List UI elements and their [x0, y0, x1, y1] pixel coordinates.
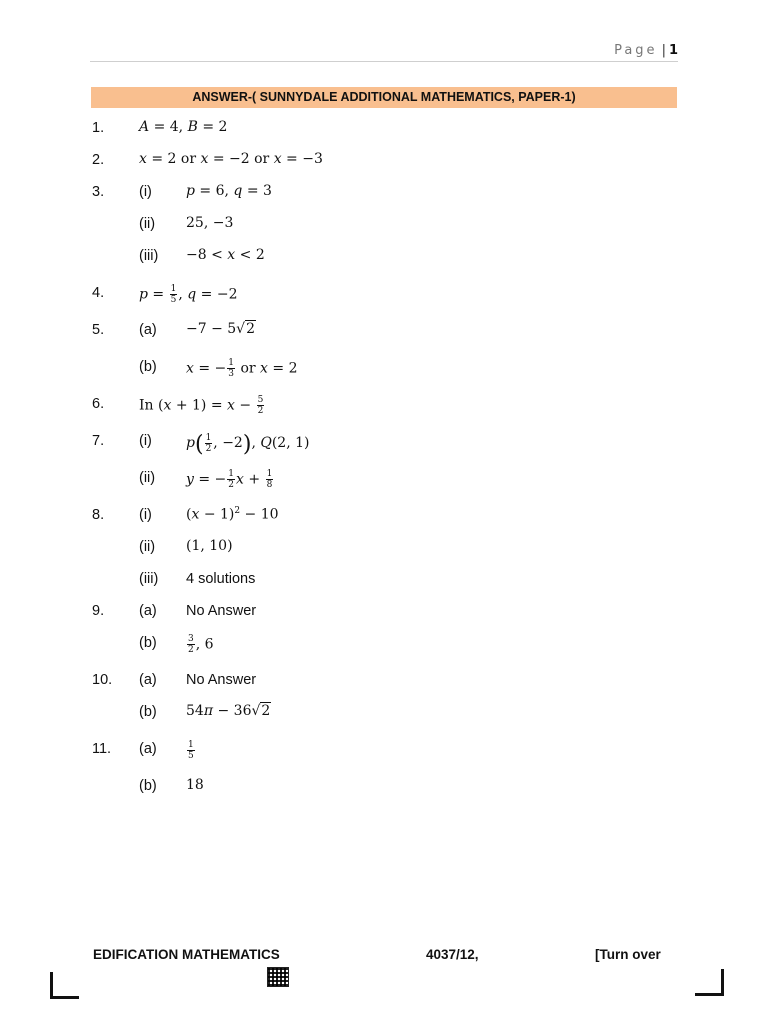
- answer-math: $\frac{3}{2}$ , 6: [188, 634, 214, 655]
- part-label: (ii): [139, 539, 156, 555]
- part-label: (iii): [139, 248, 159, 264]
- part-label: (i): [139, 184, 152, 200]
- page-number: 1: [668, 43, 678, 58]
- answer-row-8i: [0, 503, 768, 535]
- answer-row-11b: [0, 774, 768, 806]
- answer-text: 18: [186, 777, 204, 793]
- answer-math: (1, 10): [186, 538, 233, 554]
- answer-math: 54π − 36√2: [186, 703, 271, 719]
- answer-row-8ii: [0, 535, 768, 567]
- answer-math: p = $\frac{1}{5}$ , q = −2: [139, 284, 238, 305]
- answer-row-9b: [0, 631, 768, 668]
- question-number: 9.: [92, 603, 105, 619]
- part-label: (a): [139, 603, 157, 619]
- crop-mark-right-horizontal: [695, 993, 724, 996]
- crop-mark-left-vertical: [50, 972, 53, 999]
- qr-code-icon: [267, 967, 289, 987]
- question-number: 4.: [92, 285, 105, 301]
- part-label: (i): [139, 507, 152, 523]
- answer-math: y = − $\frac{1}{2}$ x + $\frac{1}{8}$: [186, 469, 273, 490]
- answer-math: x = − $\frac{1}{3}$ or x = 2: [186, 358, 298, 379]
- part-label: (a): [139, 741, 157, 757]
- question-number: 8.: [92, 507, 105, 523]
- part-label: (a): [139, 322, 157, 338]
- answer-row-3iii: [0, 244, 768, 281]
- answer-row-2: [0, 148, 768, 180]
- answer-row-3i: [0, 180, 768, 212]
- part-label: (ii): [139, 470, 156, 486]
- answer-title: ANSWER-( SUNNYDALE ADDITIONAL MATHEMATICS, PAPER-1): [91, 87, 677, 108]
- question-number: 6.: [92, 396, 105, 412]
- answer-list: [0, 116, 768, 806]
- part-label: (i): [139, 433, 152, 449]
- part-label: (b): [139, 359, 157, 375]
- answer-row-10a: [0, 668, 768, 700]
- answer-math: $(x - 1)^2 - 10$: [186, 506, 279, 523]
- question-number: 2.: [92, 152, 105, 168]
- answer-math: p( $\frac{1}{2}$ , −2), Q(2, 1): [186, 432, 310, 457]
- question-number: 10.: [92, 672, 113, 688]
- answer-row-3ii: [0, 212, 768, 244]
- answer-text: No Answer: [186, 672, 257, 688]
- answer-math: A = 4, B = 2: [139, 119, 228, 135]
- crop-mark-left-horizontal: [50, 996, 79, 999]
- part-label: (iii): [139, 571, 159, 587]
- answer-row-5b: [0, 355, 768, 392]
- answer-math: p = 6, q = 3: [186, 183, 272, 199]
- footer-right: [Turn over: [595, 947, 661, 962]
- page-word: Page: [614, 43, 658, 58]
- part-label: (ii): [139, 216, 156, 232]
- question-number: 7.: [92, 433, 105, 449]
- answer-row-9a: [0, 599, 768, 631]
- question-number: 11.: [92, 741, 112, 757]
- answer-math: $\frac{1}{5}$: [188, 740, 194, 761]
- answer-row-8iii: [0, 567, 768, 599]
- answer-math: −8 < x < 2: [186, 247, 265, 263]
- question-number: 3.: [92, 184, 105, 200]
- answer-row-10b: [0, 700, 768, 737]
- part-label: (a): [139, 672, 157, 688]
- footer-left: EDIFICATION MATHEMATICS: [93, 947, 280, 962]
- answer-math: x = 2 or x = −2 or x = −3: [139, 151, 323, 167]
- answer-text: No Answer: [186, 603, 257, 619]
- answer-row-5a: [0, 318, 768, 355]
- footer-middle: 4037/12,: [426, 947, 479, 962]
- answer-math: 25, −3: [186, 215, 234, 231]
- answer-row-4: [0, 281, 768, 318]
- page-number-label: Page | 1: [614, 43, 678, 58]
- part-label: (b): [139, 635, 157, 651]
- question-number: 5.: [92, 322, 105, 338]
- header-rule: [90, 61, 678, 62]
- question-number: 1.: [92, 120, 105, 136]
- answer-row-1: [0, 116, 768, 148]
- answer-row-7i: [0, 429, 768, 466]
- part-label: (b): [139, 704, 157, 720]
- answer-row-6: [0, 392, 768, 429]
- answer-math: In (x + 1) = x − $\frac{5}{2}$: [139, 395, 264, 416]
- answer-row-11a: [0, 737, 768, 774]
- crop-mark-right-vertical: [721, 969, 724, 996]
- part-label: (b): [139, 778, 157, 794]
- answer-row-7ii: [0, 466, 768, 503]
- answer-text: 4 solutions: [186, 571, 256, 587]
- answer-math: −7 − 5√2: [186, 321, 256, 337]
